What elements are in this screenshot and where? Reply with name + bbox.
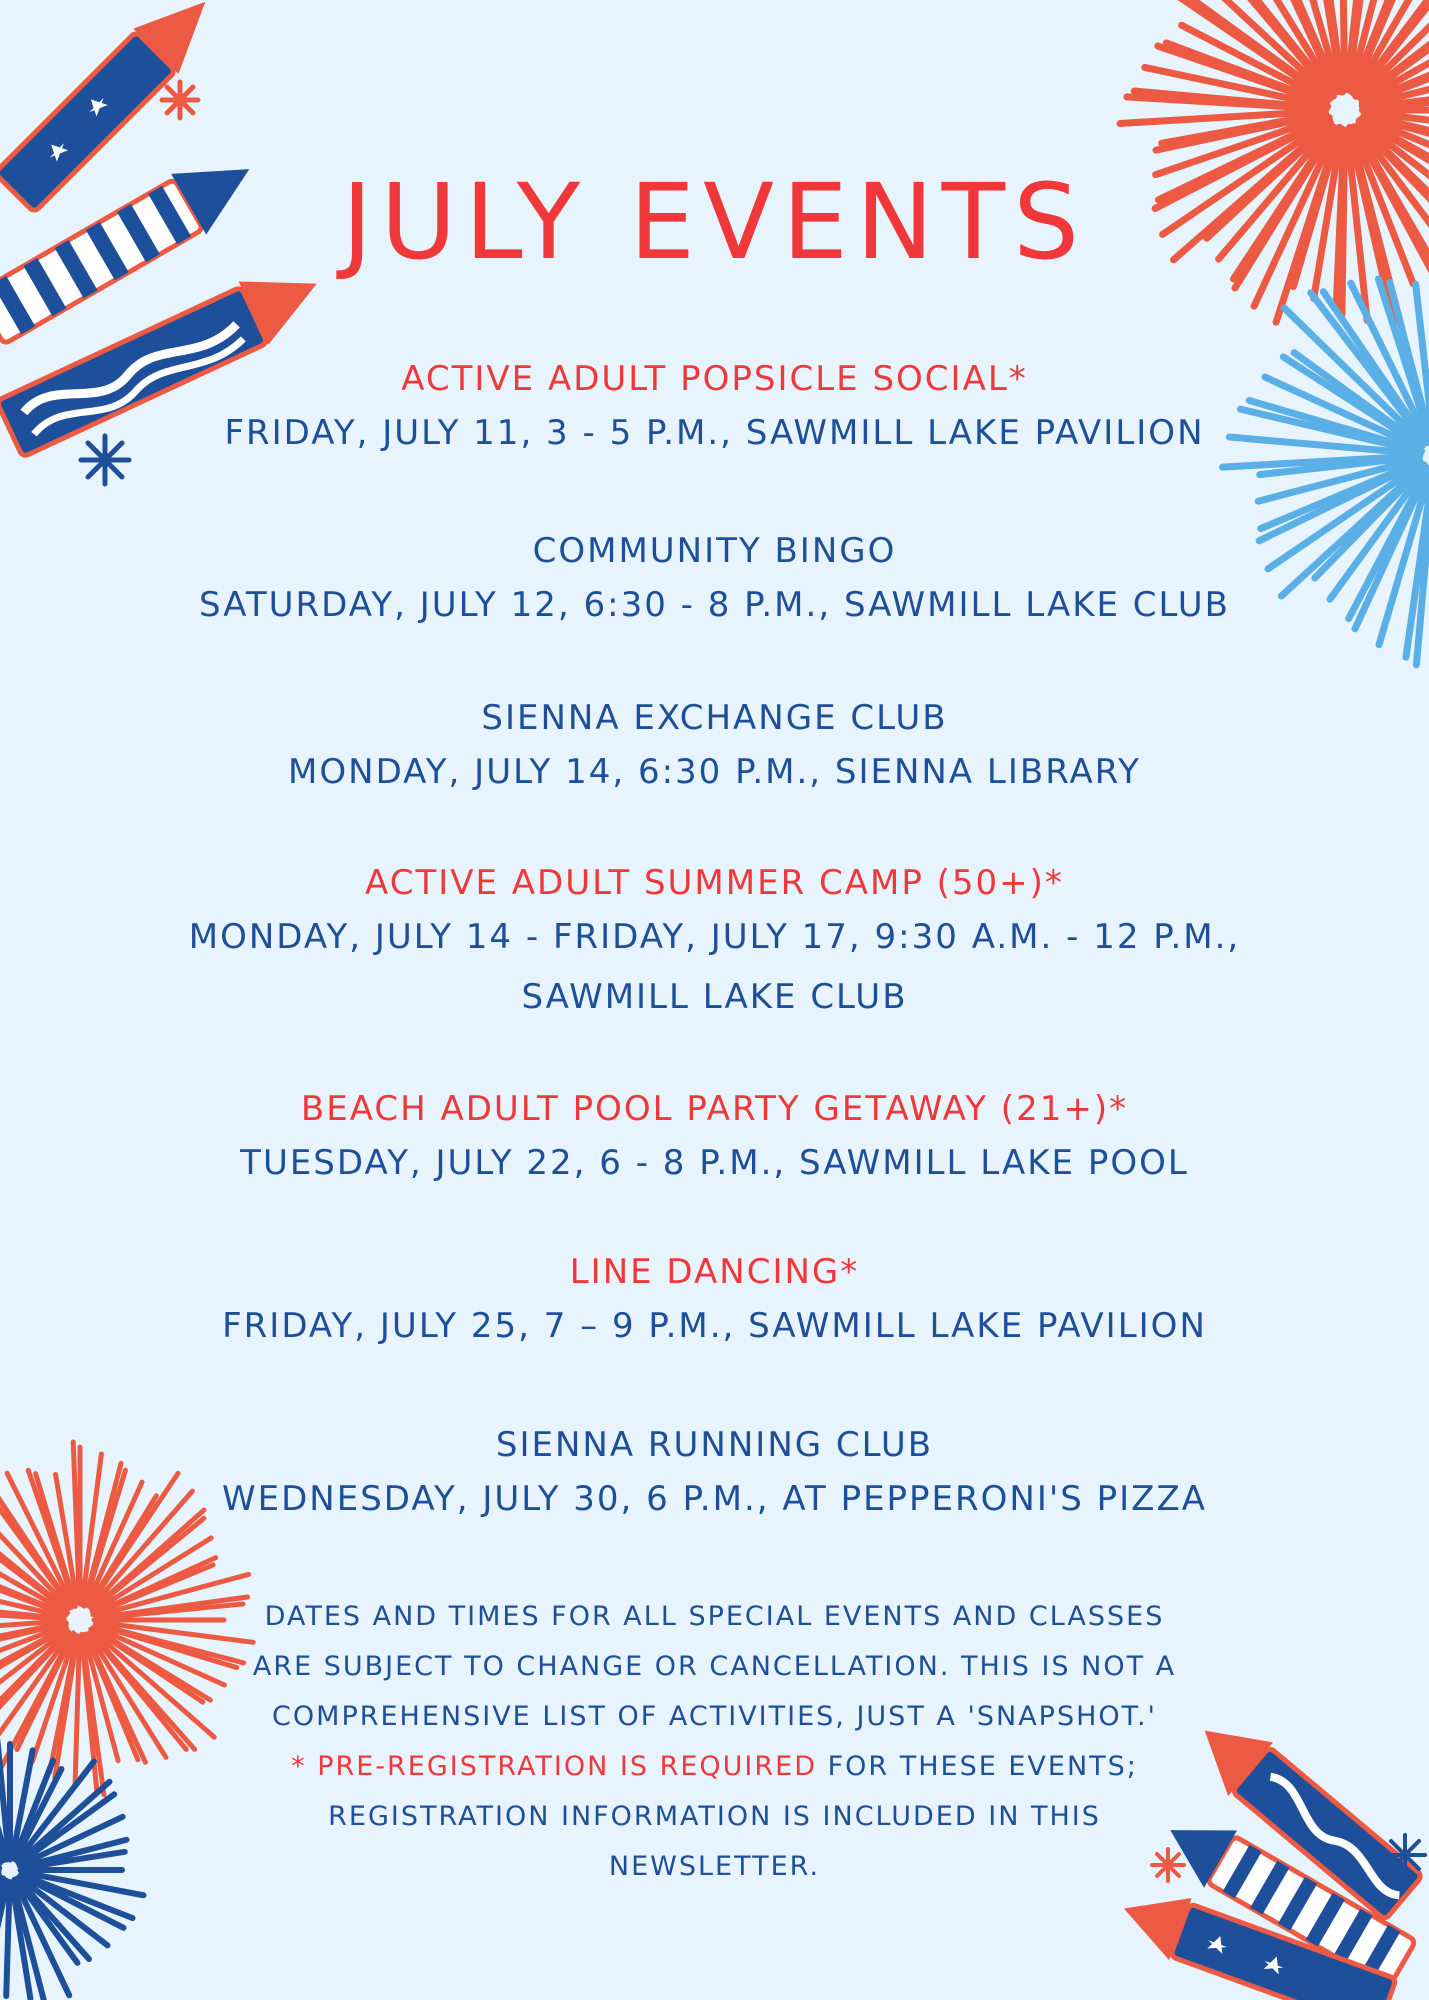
event-title: SIENNA RUNNING CLUB — [495, 1425, 934, 1465]
page-title: JULY EVENTS — [341, 161, 1088, 283]
event-detail: SAWMILL LAKE CLUB — [521, 977, 908, 1017]
disclaimer-text: DATES AND TIMES FOR ALL SPECIAL EVENTS AND CLASSES ARE SUBJECT TO CHANGE OR CANCELLATION. THIS IS NOT A COMPREHENSIVE LIST OF ACTIVITIES, JUST A 'SNAPSHOT.' — [252, 1601, 1177, 1732]
event-item — [100, 1086, 1329, 1194]
event-title: ACTIVE ADULT SUMMER CAMP (50+)* — [365, 863, 1064, 903]
event-item — [100, 695, 1329, 803]
event-detail: MONDAY, JULY 14 - FRIDAY, JULY 17, 9:30 A.M. - 12 P.M., — [188, 917, 1241, 957]
event-item — [100, 860, 1329, 1028]
registration-info-text: FOR THESE EVENTS; REGISTRATION INFORMATION IS INCLUDED IN THIS NEWSLETTER. — [328, 1751, 1138, 1882]
event-title: BEACH ADULT POOL PARTY GETAWAY (21+)* — [300, 1089, 1129, 1129]
event-title: SIENNA EXCHANGE CLUB — [481, 698, 948, 738]
event-detail: FRIDAY, JULY 11, 3 - 5 P.M., SAWMILL LAKE PAVILION — [224, 413, 1205, 453]
event-detail: FRIDAY, JULY 25, 7 – 9 P.M., SAWMILL LAKE PAVILION — [222, 1306, 1207, 1346]
registration-required-note: * PRE-REGISTRATION IS REQUIRED — [291, 1751, 818, 1782]
footnote — [240, 1592, 1189, 1892]
event-item — [100, 528, 1329, 636]
event-title: LINE DANCING* — [569, 1252, 860, 1292]
event-detail: TUESDAY, JULY 22, 6 - 8 P.M., SAWMILL LAKE POOL — [240, 1143, 1189, 1183]
fireworks-burst-icon — [0, 1740, 143, 2000]
event-title: ACTIVE ADULT POPSICLE SOCIAL* — [401, 359, 1028, 399]
event-detail: WEDNESDAY, JULY 30, 6 P.M., AT PEPPERONI'S PIZZA — [222, 1479, 1207, 1519]
event-detail: MONDAY, JULY 14, 6:30 P.M., SIENNA LIBRARY — [288, 752, 1141, 792]
event-detail: SATURDAY, JULY 12, 6:30 - 8 P.M., SAWMILL LAKE CLUB — [199, 585, 1230, 625]
event-item — [100, 1249, 1329, 1357]
event-item — [100, 1422, 1329, 1530]
event-title: COMMUNITY BINGO — [532, 531, 897, 571]
event-item — [100, 356, 1329, 464]
